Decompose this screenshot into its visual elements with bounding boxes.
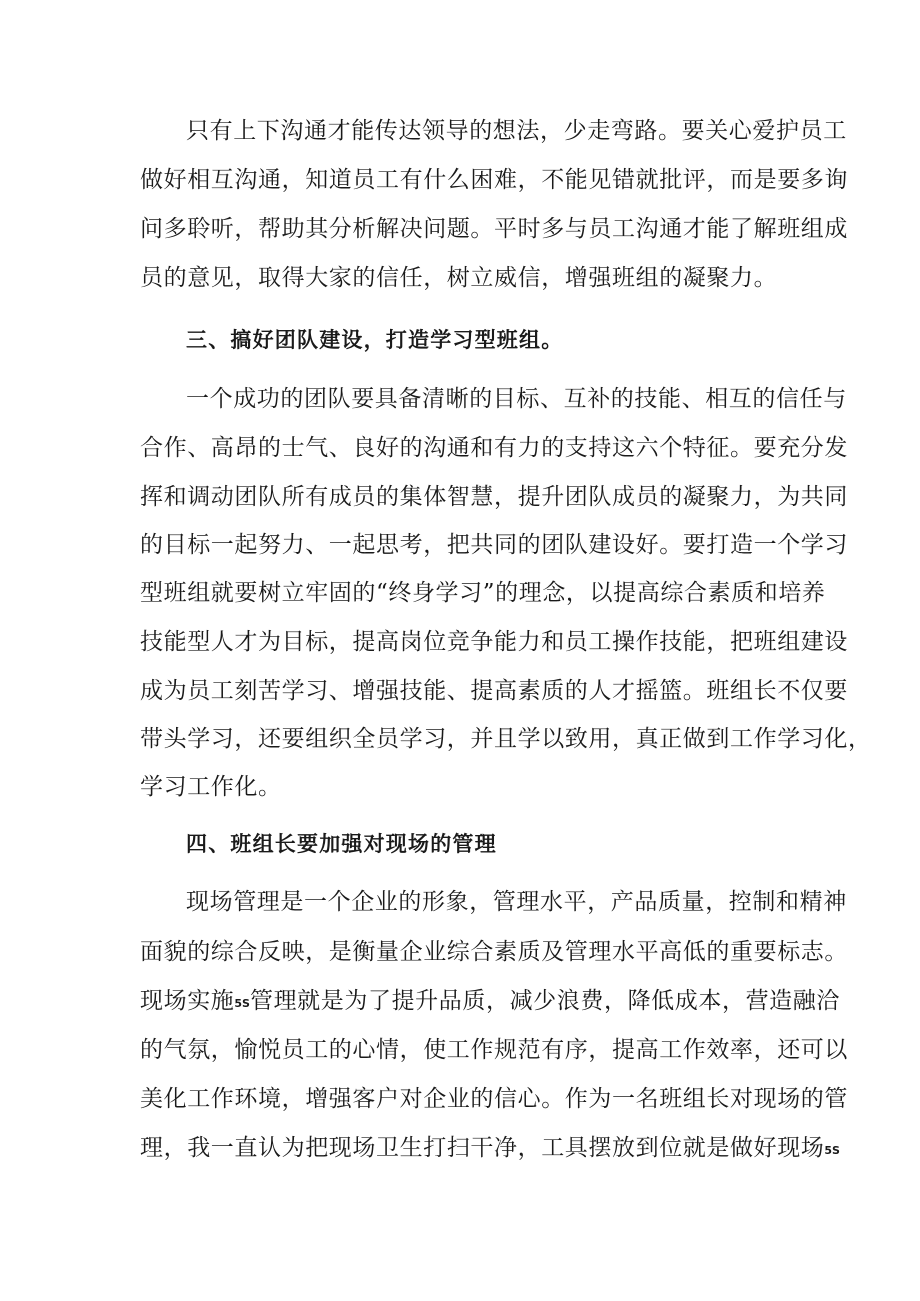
paragraph-3-line-3 (140, 986, 840, 1019)
paragraph-3-line-6 (140, 1133, 840, 1166)
section-heading-4: 四、班组长要加强对现场的管理 (186, 832, 497, 856)
paragraph-1-line-3: 问多聆听，帮助其分析解决问题。平时多与员工沟通才能了解班组成 (140, 216, 848, 242)
paragraph-1-line-1: 只有上下沟通才能传达领导的想法，少走弯路。要关心爱护员工 (186, 118, 847, 144)
paragraph-2-line-5: 型班组就要树立牢固的“终身学习”的理念，以提高综合素质和培养 (140, 580, 826, 606)
5s-label: 5S (234, 997, 250, 1010)
paragraph-2-line-1: 一个成功的团队要具备清晰的目标、互补的技能、相互的信任与 (186, 386, 847, 412)
paragraph-3-line-6-start: 理，我一直认为把现场卫生打扫干净，工具摆放到位就是做好现场 (140, 1135, 825, 1161)
paragraph-1-line-2: 做好相互沟通，知道员工有什么困难，不能见错就批评，而是要多询 (140, 167, 848, 193)
paragraph-2-line-8: 带头学习，还要组织全员学习，并且学以致用，真正做到工作学习化， (140, 726, 872, 752)
paragraph-3-line-5: 美化工作环境，增强客户对企业的信心。作为一名班组长对现场的管 (140, 1086, 848, 1112)
section-heading-3: 三、搞好团队建设，打造学习型班组。 (186, 328, 564, 352)
paragraph-3-line-3-start: 现场实施 (140, 988, 235, 1014)
paragraph-2-line-9: 学习工作化。 (140, 774, 282, 800)
paragraph-3-line-3-end: 管理就是为了提升品质，减少浪费，降低成本，营造融洽 (249, 988, 840, 1014)
paragraph-3-line-4: 的气氛，愉悦员工的心情，使工作规范有序，提高工作效率，还可以 (140, 1037, 848, 1063)
5s-label: 5S (824, 1144, 840, 1157)
paragraph-2-line-6: 技能型人才为目标，提高岗位竞争能力和员工操作技能，把班组建设 (140, 629, 848, 655)
paragraph-1-line-4: 员的意见，取得大家的信任，树立威信，增强班组的凝聚力。 (140, 265, 778, 291)
paragraph-2-line-4: 的目标一起努力、一起思考，把共同的团队建设好。要打造一个学习 (140, 532, 848, 558)
paragraph-2-line-2: 合作、高昂的士气、良好的沟通和有力的支持这六个特征。要充分发 (140, 435, 848, 461)
paragraph-2-line-3: 挥和调动团队所有成员的集体智慧，提升团队成员的凝聚力，为共同 (140, 484, 848, 510)
paragraph-3-line-1: 现场管理是一个企业的形象，管理水平，产品质量，控制和精神 (186, 889, 847, 915)
paragraph-2-line-7: 成为员工刻苦学习、增强技能、提高素质的人才摇篮。班组长不仅要 (140, 678, 848, 704)
paragraph-3-line-2: 面貌的综合反映，是衡量企业综合素质及管理水平高低的重要标志。 (140, 939, 848, 965)
